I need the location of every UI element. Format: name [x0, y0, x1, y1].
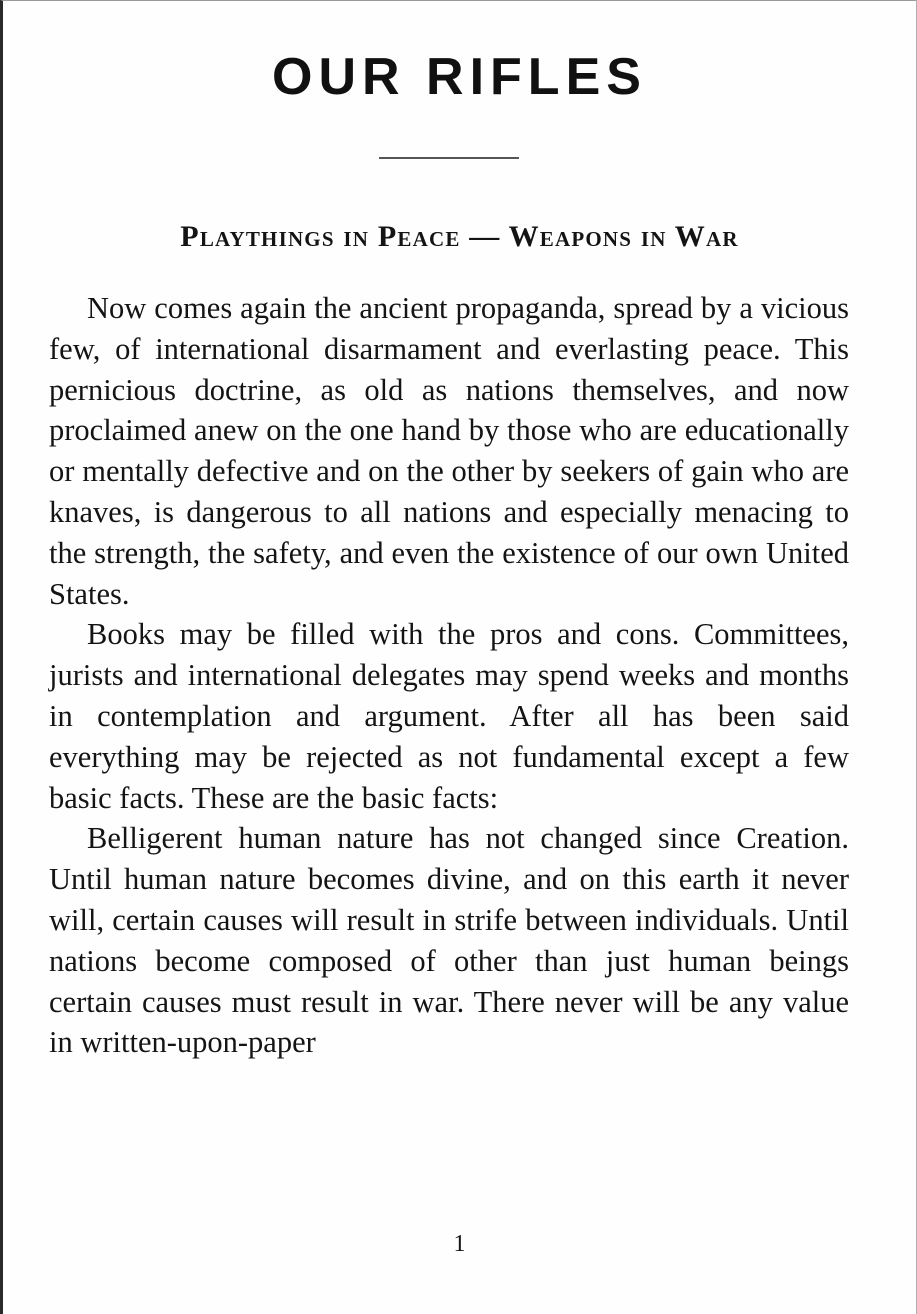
- paragraph-3: Belligerent human nature has not changed since Creation. Until human nature becomes divine, and on this earth it never will, certain causes will result in strife between individuals. Until nations become composed of other than just human beings certain causes must result in war. There never will be any value in written-upon-paper: [49, 821, 849, 1060]
- page-number: 1: [453, 1231, 466, 1257]
- body-text: [49, 288, 849, 1063]
- section-subtitle: Playthings in Peace — Weapons in War: [180, 220, 739, 253]
- page-title: OUR RIFLES: [272, 48, 647, 106]
- paragraph-2: Books may be filled with the pros and cons. Committees, jurists and international delegates may spend weeks and months in contemplation and argument. After all has been said everything may be rejected as not fundamental except a few basic facts. These are the basic facts:: [49, 617, 849, 815]
- title-divider: [379, 157, 519, 159]
- paragraph-1: Now comes again the ancient propaganda, spread by a vicious few, of international disarmament and everlasting peace. This pernicious doctrine, as old as nations themselves, and now proclaimed anew on the one hand by those who are educationally or mentally defective and on the other by seekers of gain who are knaves, is dangerous to all nations and especially menacing to the strength, the safety, and even the existence of our own United States.: [49, 291, 849, 611]
